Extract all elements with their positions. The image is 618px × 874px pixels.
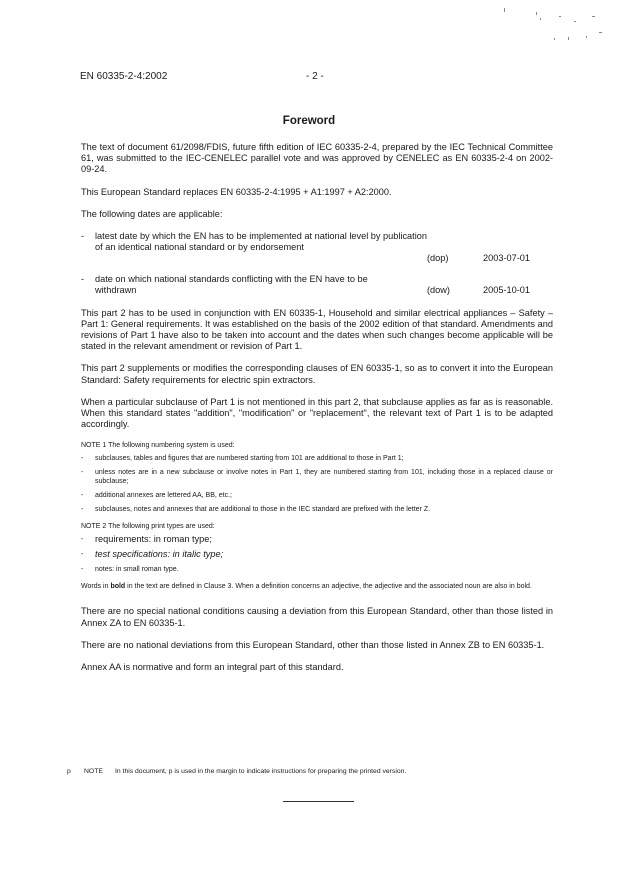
- list-dash: -: [81, 455, 84, 463]
- date-code: (dop): [427, 253, 449, 264]
- print-types-list: [81, 535, 553, 574]
- note-label: NOTE: [84, 768, 103, 775]
- dates-list: [81, 231, 553, 297]
- scan-specks: [496, 6, 611, 46]
- national-deviations-paragraph: There are no national deviations from this European Standard, other than those listed in Annex ZB to EN 60335-1.: [81, 639, 545, 650]
- page-title: Foreword: [282, 115, 336, 127]
- intro-paragraph: The text of document 61/2098/FDIS, future fifth edition of IEC 60335-2-4, prepared by the IEC Technical Committee 61, was submitted to the IEC-CENELEC parallel vote and was approved by CENELEC as EN 60335-2-4 on 2002-09-24.: [81, 142, 553, 175]
- list-item: - additional annexes are lettered AA, BB, etc.;: [81, 492, 232, 500]
- note-1: [81, 441, 553, 514]
- list-dash: -: [81, 536, 84, 544]
- replaces-paragraph: This European Standard replaces EN 60335-2-4:1995 + A1:1997 + A2:2000.: [81, 186, 392, 197]
- note-2-title: NOTE 2 The following print types are used:: [81, 523, 215, 531]
- list-item: - subclauses, tables and figures that are numbered starting from 101 are additional to those in Part 1;: [81, 455, 404, 463]
- list-dash: -: [81, 274, 85, 285]
- page-number: - 2 -: [306, 71, 324, 82]
- standard-number: EN 60335-2-4:2002: [80, 71, 168, 82]
- document-body: [81, 142, 553, 684]
- list-dash: -: [81, 506, 84, 514]
- note-text: In this document, p is used in the margin to indicate instructions for preparing the printed version.: [115, 768, 407, 775]
- subclause-paragraph: When a particular subclause of Part 1 is not mentioned in this part 2, that subclause applies as far as is reasonable. When this standard states "addition", "modification" or "replacement", the relevant text of Part 1 is to be adapted accordingly.: [81, 396, 553, 430]
- date-item-dop: [81, 231, 553, 264]
- note-2: [81, 522, 553, 574]
- date-text: latest date by which the EN has to be implemented at national level by publication of an identical national standard or by endorsement: [95, 231, 427, 253]
- supplements-paragraph: This part 2 supplements or modifies the corresponding clauses of EN 60335-1, so as to convert it into the European Standard: Safety requirements for electric spin extractors.: [81, 363, 553, 385]
- list-item: - notes: in small roman type.: [81, 566, 179, 574]
- note-1-title: NOTE 1 The following numbering system is used:: [81, 442, 235, 450]
- date-value: 2003-07-01: [483, 253, 530, 264]
- list-dash: -: [81, 551, 84, 559]
- list-item: - requirements: in roman type;: [81, 534, 212, 545]
- date-item-dow: [81, 274, 553, 296]
- list-item: - unless notes are in a new subclause or involve notes in Part 1, they are numbered starting from 101, including those in a replaced clause or subclause;: [81, 469, 553, 486]
- part2-paragraph: This part 2 has to be used in conjunction with EN 60335-1, Household and similar electrical appliances – Safety – Part 1: General requirements. It was established on the basis of the 2002 edition of that standard. Amendments and revisions of Part 1 have also to be taken into account and the dates when such changes become applicable will be stated in the relevant amendment or revision of Part 1.: [81, 307, 553, 352]
- numbering-list: [81, 454, 553, 514]
- list-dash: -: [81, 231, 85, 242]
- date-code: (dow): [427, 285, 450, 296]
- footer-divider: [283, 801, 354, 802]
- national-conditions-paragraph: There are no special national conditions causing a deviation from this European Standard, other than those listed in Annex ZA to EN 60335-1.: [81, 606, 553, 628]
- dates-intro: The following dates are applicable:: [81, 208, 223, 219]
- list-dash: -: [81, 469, 84, 477]
- list-dash: -: [81, 492, 84, 500]
- list-item: - subclauses, notes and annexes that are additional to those in the IEC standard are prefixed with the letter Z.: [81, 506, 431, 514]
- annex-paragraph: Annex AA is normative and form an integral part of this standard.: [81, 662, 344, 673]
- date-text: date on which national standards conflicting with the EN have to be withdrawn: [95, 274, 368, 296]
- list-dash: -: [81, 566, 84, 574]
- bold-words-paragraph: Words in bold in the text are defined in Clause 3. When a definition concerns an adjective, the adjective and the associated noun are also in bold.: [81, 583, 532, 591]
- list-item: - test specifications: in italic type;: [81, 549, 224, 560]
- date-value: 2005-10-01: [483, 285, 530, 296]
- margin-marker: p: [67, 768, 71, 775]
